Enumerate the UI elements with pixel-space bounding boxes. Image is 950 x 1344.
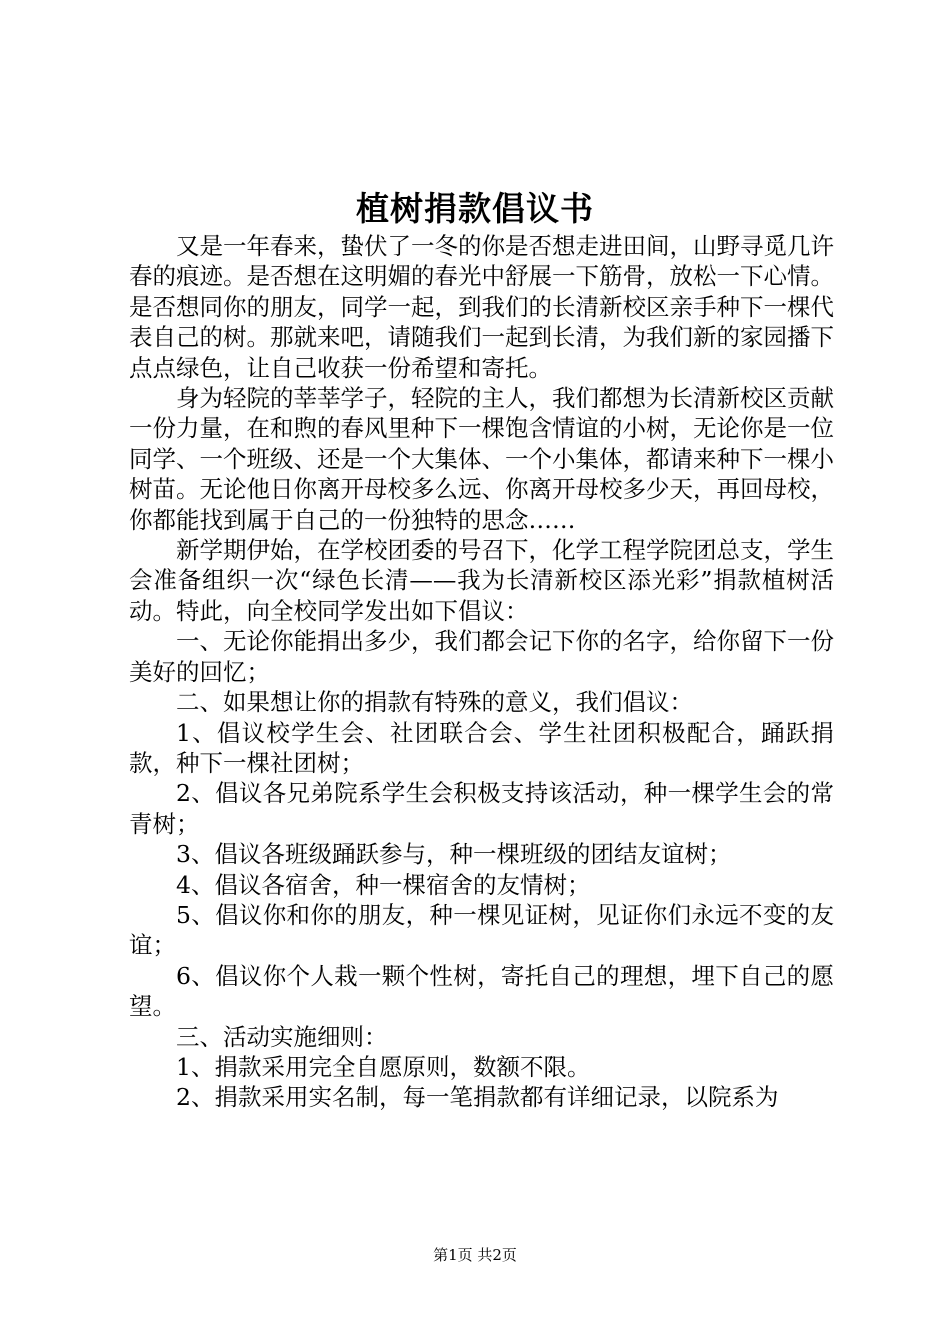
paragraph-students: 身为轻院的莘莘学子，轻院的主人，我们都想为长清新校区贡献一份力量，在和煦的春风里种下一棵饱含情谊的小树，无论你是一位同学、一个班级、还是一个大集体、一个小集体，都请来种下一棵小树苗。无论他日你离开母校多么远、你离开母校多少天，再回母校，你都能找到属于自己的一份独特的思念…… — [129, 384, 834, 534]
paragraph-subitem-4: 4、倡议各宿舍，种一棵宿舍的友情树； — [176, 870, 591, 899]
paragraph-activity: 新学期伊始，在学校团委的号召下，化学工程学院团总支，学生会准备组织一次“绿色长清——我为长清新校区添光彩”捐款植树活动。特此，向全校同学发出如下倡议： — [129, 536, 834, 625]
paragraph-subitem-1: 1、倡议校学生会、社团联合会、学生社团积极配合，踊跃捐款，种下一棵社团树； — [129, 718, 834, 777]
paragraph-item-2: 二、如果想让你的捐款有特殊的意义，我们倡议： — [176, 688, 693, 717]
paragraph-intro: 又是一年春来，蛰伏了一冬的你是否想走进田间，山野寻觅几许春的痕迹。是否想在这明媚的春光中舒展一下筋骨，放松一下心情。是否想同你的朋友，同学一起，到我们的长清新校区亲手种下一棵代表自己的树。那就来吧，请随我们一起到长清，为我们新的家园播下点点绿色，让自己收获一份希望和寄托。 — [129, 232, 834, 382]
paragraph-subitem-2: 2、倡议各兄弟院系学生会积极支持该活动，种一棵学生会的常青树； — [129, 779, 834, 838]
paragraph-subitem-3: 3、倡议各班级踊跃参与，种一棵班级的团结友谊树； — [176, 840, 732, 869]
paragraph-rule-2: 2、捐款采用实名制，每一笔捐款都有详细记录，以院系为 — [176, 1083, 779, 1112]
document-body — [129, 231, 834, 1113]
paragraph-rule-1: 1、捐款采用完全自愿原则，数额不限。 — [176, 1052, 591, 1081]
page-number: 第1页 共2页 — [433, 1246, 517, 1264]
document-title: 植树捐款倡议书 — [356, 189, 594, 228]
paragraph-subitem-6: 6、倡议你个人栽一颗个性树，寄托自己的理想，埋下自己的愿望。 — [129, 961, 834, 1021]
paragraph-item-3: 三、活动实施细则： — [176, 1022, 388, 1051]
paragraph-item-1: 一、无论你能捐出多少，我们都会记下你的名字，给你留下一份美好的回忆； — [129, 627, 834, 686]
paragraph-subitem-5: 5、倡议你和你的朋友，种一棵见证树，见证你们永远不变的友谊； — [129, 900, 834, 960]
